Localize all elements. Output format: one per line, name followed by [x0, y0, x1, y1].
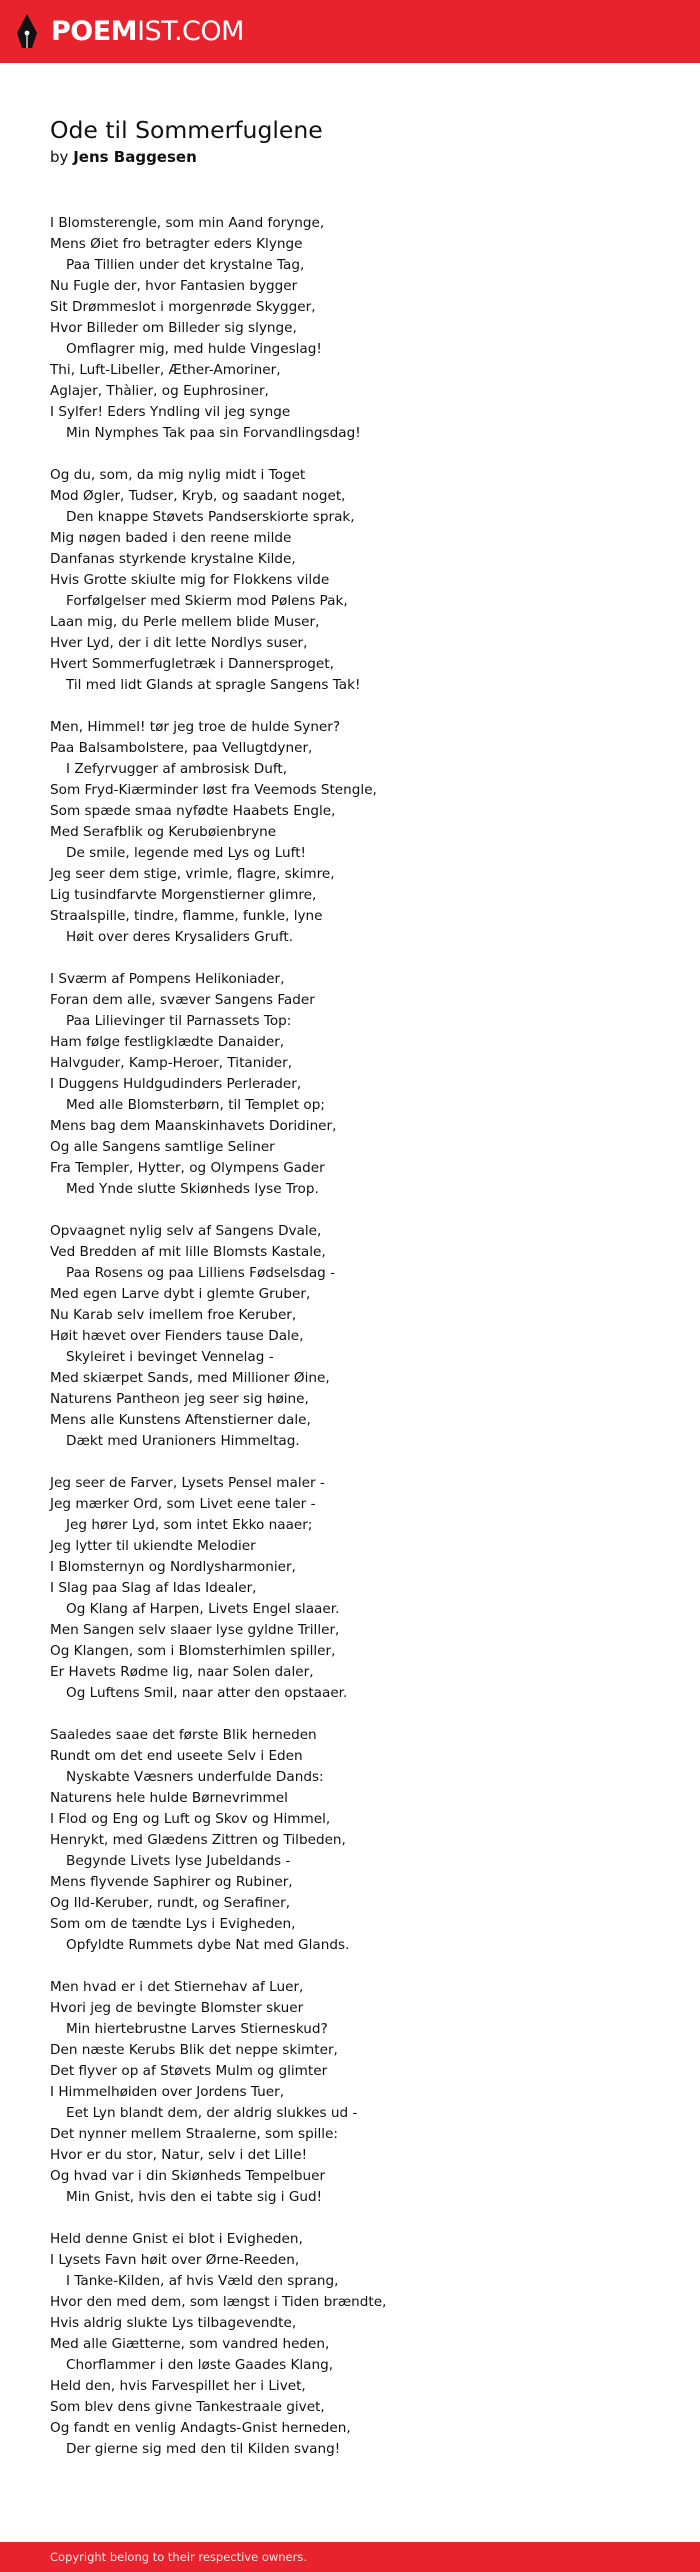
poem-line: Henrykt, med Glædens Zittren og Tilbeden,	[50, 1832, 346, 1848]
poem-line: Og Klangen, som i Blomsterhimlen spiller,	[50, 1643, 336, 1659]
poem-line: Og Ild-Keruber, rundt, og Serafiner,	[50, 1895, 291, 1911]
poem-line: Med alle Blomsterbørn, til Templet op;	[66, 1097, 325, 1113]
poem-line: Jeg seer dem stige, vrimle, flagre, skimre,	[50, 866, 335, 882]
poem-line: I Sværm af Pompens Helikoniader,	[50, 971, 285, 987]
site-footer	[0, 2542, 700, 2572]
poem-line: Som blev dens givne Tankestraale givet,	[50, 2399, 325, 2415]
poem-line: Høit hævet over Fienders tause Dale,	[50, 1328, 304, 1344]
poem-line: Skyleiret i bevinget Vennelag -	[66, 1349, 274, 1365]
poem-line: Halvguder, Kamp-Heroer, Titanider,	[50, 1055, 293, 1071]
poem-stanza	[50, 1725, 670, 1956]
poem-line: Det flyver op af Støvets Mulm og glimter	[50, 2063, 328, 2079]
poem-line: Held den, hvis Farvespillet her i Livet,	[50, 2378, 306, 2394]
poem-line: Saaledes saae det første Blik herneden	[50, 1727, 317, 1743]
poem-line: Til med lidt Glands at spragle Sangens Tak!	[66, 677, 361, 693]
poem-stanza	[50, 1221, 670, 1452]
site-header	[0, 0, 700, 63]
poem-line: Jeg seer de Farver, Lysets Pensel maler -	[50, 1475, 325, 1491]
poem-line: I Blomsternyn og Nordlysharmonier,	[50, 1559, 296, 1575]
poem-line: Og alle Sangens samtlige Seliner	[50, 1139, 275, 1155]
poem-line: I Himmelhøiden over Jordens Tuer,	[50, 2084, 285, 2100]
poem-stanza	[50, 465, 670, 696]
poem-body	[50, 213, 670, 2460]
logo-text-strong: POEM	[51, 16, 138, 47]
poem-line: Og Klang af Harpen, Livets Engel slaaer.	[66, 1601, 340, 1617]
poem-line: Mig nøgen baded i den reene milde	[50, 530, 292, 546]
poem-line: Men hvad er i det Stiernehav af Luer,	[50, 1979, 304, 1995]
poem-line: I Sylfer! Eders Yndling vil jeg synge	[50, 404, 291, 420]
poem-line: I Slag paa Slag af Idas Idealer,	[50, 1580, 257, 1596]
poem-stanza	[50, 1473, 670, 1704]
poem-line: Hvori jeg de bevingte Blomster skuer	[50, 2000, 304, 2016]
poem-line: Mod Øgler, Tudser, Kryb, og saadant noget,	[50, 488, 346, 504]
poem-line: Opfyldte Rummets dybe Nat med Glands.	[66, 1937, 350, 1953]
poem-line: Paa Balsambolstere, paa Vellugtdyner,	[50, 740, 313, 756]
poem-line: Og fandt en venlig Andagts-Gnist herneden,	[50, 2420, 351, 2436]
poem-stanza	[50, 1977, 670, 2208]
poem-line: Med Serafblik og Kerubøienbryne	[50, 824, 277, 840]
poem-line: I Flod og Eng og Luft og Skov og Himmel,	[50, 1811, 331, 1827]
poem-line: Eet Lyn blandt dem, der aldrig slukkes ud -	[66, 2105, 358, 2121]
poem-line: Naturens hele hulde Børnevrimmel	[50, 1790, 288, 1806]
poem-line: Aglajer, Thàlier, og Euphrosiner,	[50, 383, 269, 399]
poem-stanza	[50, 2229, 670, 2460]
poem-line: De smile, legende med Lys og Luft!	[66, 845, 306, 861]
poem-line: Mens flyvende Saphirer og Rubiner,	[50, 1874, 293, 1890]
poem-line: Chorflammer i den løste Gaades Klang,	[66, 2357, 334, 2373]
poem-line: Hvor den med dem, som længst i Tiden brændte,	[50, 2294, 387, 2310]
poem-line: I Duggens Huldgudinders Perlerader,	[50, 1076, 302, 1092]
poem-line: Men Sangen selv slaaer lyse gyldne Triller,	[50, 1622, 340, 1638]
poem-line: Hver Lyd, der i dit lette Nordlys suser,	[50, 635, 308, 651]
poem-line: Mens Øiet fro betragter eders Klynge	[50, 236, 303, 252]
poem-line: I Zefyrvugger af ambrosisk Duft,	[66, 761, 288, 777]
poem-stanza	[50, 717, 670, 948]
poem-line: Som Fryd-Kiærminder løst fra Veemods Stengle,	[50, 782, 377, 798]
poem-line: Dækt med Uranioners Himmeltag.	[66, 1433, 300, 1449]
poem-line: Og hvad var i din Skiønheds Tempelbuer	[50, 2168, 326, 2184]
poem-line: Nyskabte Væsners underfulde Dands:	[66, 1769, 324, 1785]
poem-line: Hvor Billeder om Billeder sig slynge,	[50, 320, 297, 336]
poem-line: Der gierne sig med den til Kilden svang!	[66, 2441, 341, 2457]
copyright-text: Copyright belong to their respective owners.	[50, 2550, 308, 2564]
poem-line: I Tanke-Kilden, af hvis Væld den sprang,	[66, 2273, 339, 2289]
poem-line: Den næste Kerubs Blik det neppe skimter,	[50, 2042, 338, 2058]
logo-wordmark	[51, 18, 244, 45]
by-label: by	[50, 148, 69, 166]
poem-line: Sit Drømmeslot i morgenrøde Skygger,	[50, 299, 316, 315]
poem-line: Men, Himmel! tør jeg troe de hulde Syner?	[50, 719, 341, 735]
poem-line: Ham følge festligklædte Danaider,	[50, 1034, 285, 1050]
poem-line: Med Ynde slutte Skiønheds lyse Trop.	[66, 1181, 319, 1197]
poem-line: Laan mig, du Perle mellem blide Muser,	[50, 614, 320, 630]
poem-line: Begynde Livets lyse Jubeldands -	[66, 1853, 291, 1869]
poem-stanza	[50, 969, 670, 1200]
poem-line: Og Luftens Smil, naar atter den opstaaer.	[66, 1685, 348, 1701]
poem-line: Naturens Pantheon jeg seer sig høine,	[50, 1391, 309, 1407]
poem-container	[50, 116, 670, 2481]
poem-line: Mens alle Kunstens Aftenstierner dale,	[50, 1412, 311, 1428]
poem-line: Mens bag dem Maanskinhavets Doridiner,	[50, 1118, 337, 1134]
poem-byline	[50, 147, 670, 167]
poem-line: Jeg mærker Ord, som Livet eene taler -	[50, 1496, 316, 1512]
poem-line: Ved Bredden af mit lille Blomsts Kastale,	[50, 1244, 326, 1260]
site-logo[interactable]	[15, 13, 244, 51]
poem-line: Er Havets Rødme lig, naar Solen daler,	[50, 1664, 314, 1680]
poem-line: Som om de tændte Lys i Evigheden,	[50, 1916, 296, 1932]
poem-line: Jeg hører Lyd, som intet Ekko naaer;	[66, 1517, 313, 1533]
poem-line: Foran dem alle, svæver Sangens Fader	[50, 992, 315, 1008]
poem-line: Jeg lytter til ukiendte Melodier	[50, 1538, 256, 1554]
poem-line: Med alle Giætterne, som vandred heden,	[50, 2336, 330, 2352]
poem-line: Rundt om det end useete Selv i Eden	[50, 1748, 303, 1764]
poem-line: Forfølgelser med Skierm mod Pølens Pak,	[66, 593, 348, 609]
poem-line: Hvis aldrig slukte Lys tilbagevendte,	[50, 2315, 297, 2331]
poem-line: Høit over deres Krysaliders Gruft.	[66, 929, 294, 945]
poem-line: Hvert Sommerfugletræk i Dannersproget,	[50, 656, 334, 672]
poem-stanza	[50, 213, 670, 444]
poem-line: Som spæde smaa nyfødte Haabets Engle,	[50, 803, 336, 819]
poem-line: Min Gnist, hvis den ei tabte sig i Gud!	[66, 2189, 323, 2205]
poem-line: Omflagrer mig, med hulde Vingeslag!	[66, 341, 322, 357]
poem-line: Thi, Luft-Libeller, Æther-Amoriner,	[50, 362, 281, 378]
poem-title: Ode til Sommerfuglene	[50, 116, 323, 144]
poem-line: Danfanas styrkende krystalne Kilde,	[50, 551, 296, 567]
poem-line: Med egen Larve dybt i glemte Gruber,	[50, 1286, 311, 1302]
poem-line: Hvor er du stor, Natur, selv i det Lille!	[50, 2147, 308, 2163]
poem-line: Med skiærpet Sands, med Millioner Øine,	[50, 1370, 330, 1386]
poem-line: Nu Fugle der, hvor Fantasien bygger	[50, 278, 298, 294]
poem-line: Opvaagnet nylig selv af Sangens Dvale,	[50, 1223, 322, 1239]
poem-line: Fra Templer, Hytter, og Olympens Gader	[50, 1160, 325, 1176]
poem-line: I Blomsterengle, som min Aand forynge,	[50, 215, 325, 231]
poem-line: Det nynner mellem Straalerne, som spille:	[50, 2126, 338, 2142]
author-link[interactable]: Jens Baggesen	[73, 148, 197, 166]
poem-line: Paa Tillien under det krystalne Tag,	[66, 257, 305, 273]
poem-line: I Lysets Favn høit over Ørne-Reeden,	[50, 2252, 300, 2268]
poem-line: Paa Rosens og paa Lilliens Fødselsdag -	[66, 1265, 336, 1281]
poem-line: Paa Lilievinger til Parnassets Top:	[66, 1013, 292, 1029]
poem-line: Hvis Grotte skiulte mig for Flokkens vilde	[50, 572, 330, 588]
poem-line: Min hiertebrustne Larves Stierneskud?	[66, 2021, 328, 2037]
poem-line: Straalspille, tindre, flamme, funkle, lyne	[50, 908, 323, 924]
poem-line: Og du, som, da mig nylig midt i Toget	[50, 467, 306, 483]
pen-nib-icon	[15, 13, 39, 51]
poem-line: Held denne Gnist ei blot i Evigheden,	[50, 2231, 303, 2247]
logo-text-light: IST.COM	[137, 16, 244, 47]
poem-line: Lig tusindfarvte Morgenstierner glimre,	[50, 887, 317, 903]
poem-line: Min Nymphes Tak paa sin Forvandlingsdag!	[66, 425, 361, 441]
poem-line: Den knappe Støvets Pandserskiorte sprak,	[66, 509, 355, 525]
poem-line: Nu Karab selv imellem froe Keruber,	[50, 1307, 297, 1323]
